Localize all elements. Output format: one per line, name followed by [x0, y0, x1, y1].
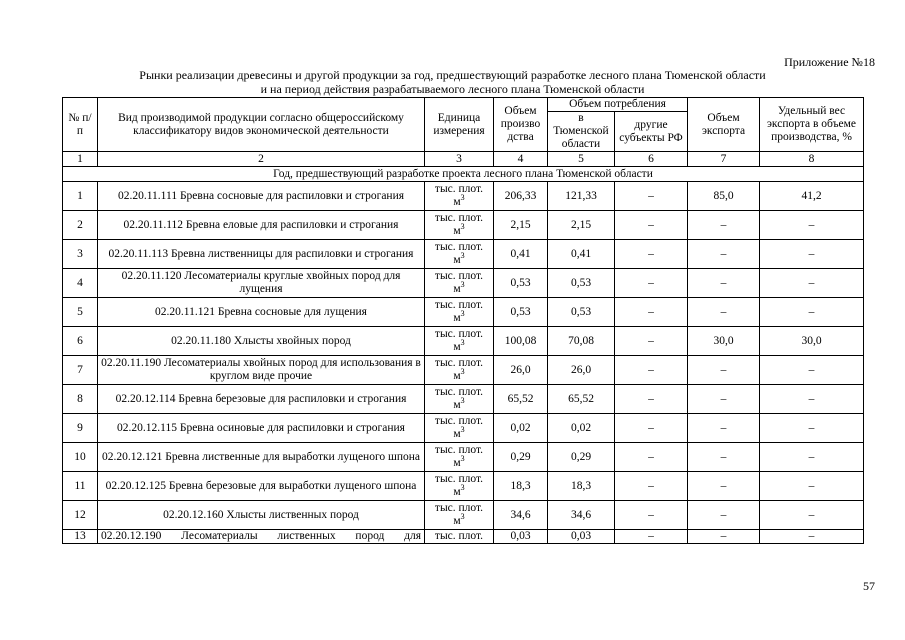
unit-cell — [425, 240, 494, 269]
export-share: – — [760, 443, 864, 472]
column-number: 2 — [98, 152, 425, 167]
consumption-tyumen: 0,29 — [548, 443, 615, 472]
unit-cell — [425, 385, 494, 414]
consumption-tyumen: 34,6 — [548, 501, 615, 530]
table-row — [63, 356, 864, 385]
production-volume: 0,03 — [494, 530, 548, 544]
product-name: 02.20.11.111 Бревна сосновые для распиловки и строгания — [98, 182, 425, 211]
unit-exponent: 3 — [460, 512, 465, 522]
consumption-tyumen: 0,53 — [548, 298, 615, 327]
column-number: 6 — [615, 152, 688, 167]
row-number: 11 — [63, 472, 98, 501]
product-name: 02.20.12.125 Бревна березовые для выработки лущеного шпона — [98, 472, 425, 501]
unit-text: тыс. плот. м — [434, 473, 484, 498]
table-row — [63, 298, 864, 327]
export-share: – — [760, 211, 864, 240]
consumption-other-regions: – — [615, 327, 688, 356]
unit-exponent: 3 — [460, 222, 465, 232]
consumption-tyumen: 70,08 — [548, 327, 615, 356]
page-number: 57 — [863, 579, 875, 593]
export-share: – — [760, 414, 864, 443]
product-name: 02.20.11.190 Лесоматериалы хвойных пород для использования в круглом виде прочие — [98, 356, 425, 385]
row-number: 6 — [63, 327, 98, 356]
table-row — [63, 530, 864, 544]
export-volume: – — [688, 269, 760, 298]
document-title-line-1: Рынки реализации древесины и другой продукции за год, предшествующий разработке лесного плана Тюменской области — [139, 68, 766, 82]
export-volume: – — [688, 501, 760, 530]
export-share: – — [760, 472, 864, 501]
unit-cell — [425, 327, 494, 356]
unit-cell — [425, 269, 494, 298]
unit-text: тыс. плот. — [434, 530, 484, 542]
unit-exponent: 3 — [460, 338, 465, 348]
unit-cell — [425, 501, 494, 530]
row-number: 10 — [63, 443, 98, 472]
section-title: Год, предшествующий разработке проекта лесного плана Тюменской области — [63, 167, 864, 182]
row-number: 5 — [63, 298, 98, 327]
unit-exponent: 3 — [460, 309, 465, 319]
export-volume: – — [688, 298, 760, 327]
consumption-tyumen: 26,0 — [548, 356, 615, 385]
consumption-other-regions: – — [615, 385, 688, 414]
unit-exponent: 3 — [460, 251, 465, 261]
production-volume: 100,08 — [494, 327, 548, 356]
export-share: – — [760, 269, 864, 298]
column-number: 4 — [494, 152, 548, 167]
consumption-other-regions: – — [615, 530, 688, 544]
export-volume: – — [688, 240, 760, 269]
unit-text: тыс. плот. м — [434, 502, 484, 527]
export-volume: – — [688, 472, 760, 501]
timber-markets-table — [62, 97, 864, 544]
product-name: 02.20.12.114 Бревна березовые для распиловки и строгания — [98, 385, 425, 414]
export-share: – — [760, 501, 864, 530]
production-volume: 0,29 — [494, 443, 548, 472]
unit-exponent: 3 — [460, 396, 465, 406]
table-row — [63, 327, 864, 356]
product-name: 02.20.11.120 Лесоматериалы круглые хвойных пород для лущения — [98, 269, 425, 298]
row-number: 4 — [63, 269, 98, 298]
unit-cell — [425, 443, 494, 472]
production-volume: 65,52 — [494, 385, 548, 414]
appendix-label: Приложение №18 — [784, 55, 875, 69]
export-volume: 85,0 — [688, 182, 760, 211]
export-volume: – — [688, 530, 760, 544]
consumption-tyumen: 0,53 — [548, 269, 615, 298]
unit-text: тыс. плот. м — [434, 212, 484, 237]
production-volume: 2,15 — [494, 211, 548, 240]
product-name: 02.20.12.190 Лесоматериалы лиственных пород для — [98, 530, 425, 544]
consumption-other-regions: – — [615, 472, 688, 501]
product-name: 02.20.11.180 Хлысты хвойных пород — [98, 327, 425, 356]
consumption-other-regions: – — [615, 414, 688, 443]
header-unit: Единица измерения — [425, 98, 494, 152]
row-number: 12 — [63, 501, 98, 530]
unit-text: тыс. плот. м — [434, 270, 484, 295]
consumption-tyumen: 65,52 — [548, 385, 615, 414]
unit-text: тыс. плот. м — [434, 241, 484, 266]
unit-exponent: 3 — [460, 367, 465, 377]
column-number: 7 — [688, 152, 760, 167]
consumption-other-regions: – — [615, 501, 688, 530]
unit-cell — [425, 414, 494, 443]
export-share: – — [760, 356, 864, 385]
product-name: 02.20.12.115 Бревна осиновые для распиловки и строгания — [98, 414, 425, 443]
production-volume: 0,41 — [494, 240, 548, 269]
unit-cell — [425, 472, 494, 501]
header-export-share: Удельный вес экспорта в объеме производства, % — [760, 98, 864, 152]
unit-exponent: 3 — [460, 483, 465, 493]
export-volume: – — [688, 211, 760, 240]
unit-text: тыс. плот. м — [434, 299, 484, 324]
consumption-other-regions: – — [615, 211, 688, 240]
consumption-other-regions: – — [615, 356, 688, 385]
production-volume: 206,33 — [494, 182, 548, 211]
unit-exponent: 3 — [460, 193, 465, 203]
unit-text: тыс. плот. м — [434, 183, 484, 208]
column-number: 1 — [63, 152, 98, 167]
header-product: Вид производимой продукции согласно общероссийскому классификатору видов экономической деятельности — [98, 98, 425, 152]
header-tyumen: в Тюменской области — [548, 112, 615, 152]
table-row — [63, 182, 864, 211]
row-number: 9 — [63, 414, 98, 443]
table-row — [63, 269, 864, 298]
consumption-tyumen: 121,33 — [548, 182, 615, 211]
header-other-regions: другие субъекты РФ — [615, 112, 688, 152]
row-number: 2 — [63, 211, 98, 240]
unit-text: тыс. плот. м — [434, 328, 484, 353]
export-share: – — [760, 240, 864, 269]
table-row — [63, 211, 864, 240]
production-volume: 26,0 — [494, 356, 548, 385]
row-number: 1 — [63, 182, 98, 211]
unit-cell — [425, 182, 494, 211]
consumption-tyumen: 18,3 — [548, 472, 615, 501]
product-name: 02.20.12.160 Хлысты лиственных пород — [98, 501, 425, 530]
export-volume: – — [688, 414, 760, 443]
header-num: № п/п — [63, 98, 98, 152]
unit-exponent: 3 — [460, 425, 465, 435]
consumption-other-regions: – — [615, 182, 688, 211]
consumption-tyumen: 0,41 — [548, 240, 615, 269]
production-volume: 0,02 — [494, 414, 548, 443]
export-share: 41,2 — [760, 182, 864, 211]
column-number: 5 — [548, 152, 615, 167]
consumption-tyumen: 0,03 — [548, 530, 615, 544]
export-volume: 30,0 — [688, 327, 760, 356]
export-share: – — [760, 530, 864, 544]
unit-cell — [425, 356, 494, 385]
unit-text: тыс. плот. м — [434, 415, 484, 440]
table-row — [63, 240, 864, 269]
consumption-tyumen: 2,15 — [548, 211, 615, 240]
table-row — [63, 501, 864, 530]
production-volume: 18,3 — [494, 472, 548, 501]
column-number: 8 — [760, 152, 864, 167]
unit-text: тыс. плот. м — [434, 386, 484, 411]
consumption-other-regions: – — [615, 443, 688, 472]
document-title-line-2: и на период действия разрабатываемого лесного плана Тюменской области — [260, 82, 645, 96]
unit-text: тыс. плот. м — [434, 444, 484, 469]
consumption-other-regions: – — [615, 298, 688, 327]
export-share: 30,0 — [760, 327, 864, 356]
export-volume: – — [688, 356, 760, 385]
unit-cell — [425, 530, 494, 544]
column-number: 3 — [425, 152, 494, 167]
unit-text: тыс. плот. м — [434, 357, 484, 382]
product-name: 02.20.12.121 Бревна лиственные для выработки лущеного шпона — [98, 443, 425, 472]
header-export: Объем экспорта — [688, 98, 760, 152]
row-number: 3 — [63, 240, 98, 269]
export-volume: – — [688, 385, 760, 414]
unit-cell — [425, 211, 494, 240]
row-number: 7 — [63, 356, 98, 385]
header-consumption: Объем потребления — [548, 98, 688, 112]
table-row — [63, 414, 864, 443]
product-name: 02.20.11.113 Бревна лиственницы для распиловки и строгания — [98, 240, 425, 269]
product-name: 02.20.11.121 Бревна сосновые для лущения — [98, 298, 425, 327]
table-row — [63, 443, 864, 472]
production-volume: 0,53 — [494, 269, 548, 298]
unit-cell — [425, 298, 494, 327]
product-name: 02.20.11.112 Бревна еловые для распиловки и строгания — [98, 211, 425, 240]
consumption-tyumen: 0,02 — [548, 414, 615, 443]
table-row — [63, 385, 864, 414]
export-volume: – — [688, 443, 760, 472]
export-share: – — [760, 385, 864, 414]
consumption-other-regions: – — [615, 269, 688, 298]
table-row — [63, 472, 864, 501]
unit-exponent: 3 — [460, 280, 465, 290]
row-number: 13 — [63, 530, 98, 544]
consumption-other-regions: – — [615, 240, 688, 269]
export-share: – — [760, 298, 864, 327]
production-volume: 0,53 — [494, 298, 548, 327]
row-number: 8 — [63, 385, 98, 414]
header-volume: Объем произво дства — [494, 98, 548, 152]
production-volume: 34,6 — [494, 501, 548, 530]
unit-exponent: 3 — [460, 454, 465, 464]
